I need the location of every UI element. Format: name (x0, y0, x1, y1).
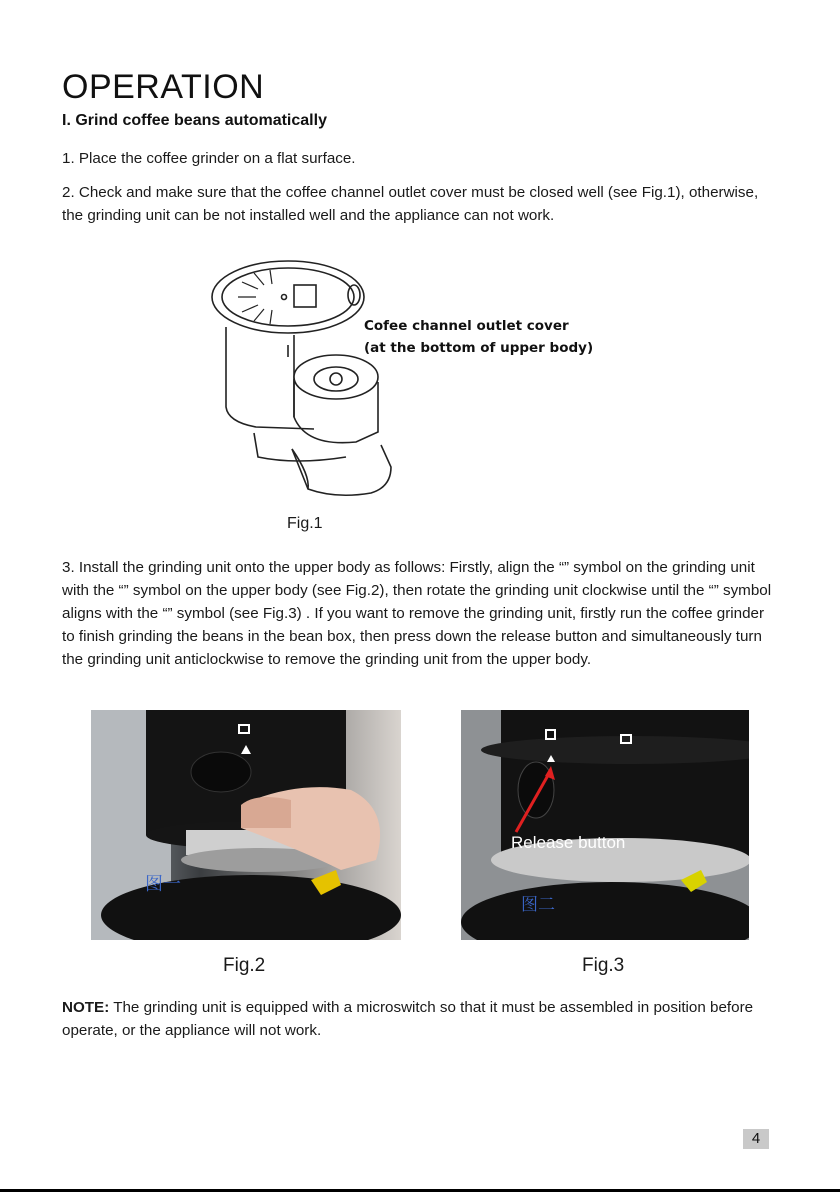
figure-1-drawing (196, 257, 626, 507)
note-text: The grinding unit is equipped with a microswitch so that it must be assembled in position before operate, or the appliance will not work. (62, 999, 754, 1039)
step-1-text: 1. Place the coffee grinder on a flat surface. (62, 150, 356, 167)
figure-1-callout-line1: Cofee channel outlet cover (364, 318, 569, 334)
step-3-text: 3. Install the grinding unit onto the upper body as follows: Firstly, align the “” symbol on the grinding unit with the “” symbol on the upper body (see Fig.2), then rotate the grinding unit clockwise until the “” symbol aligns with the “” symbol (see Fig.3) . If you want to remove the grinding unit, firstly run the coffee grinder to finish grinding the beans in the bean box, then press down the release button and simultaneously turn the grinding unit anticlockwise to remove the grinding unit from the upper body. (62, 559, 772, 668)
figure-3-illustration (461, 710, 749, 940)
figure-3-photo-text: 图二 (521, 895, 555, 915)
figure-3-caption: Fig.3 (582, 955, 625, 976)
note-paragraph (62, 996, 774, 1042)
release-button-label: Release button (511, 833, 626, 852)
step-2-text: 2. Check and make sure that the coffee channel outlet cover must be closed well (see Fig.1), otherwise, the grinding unit can be not installed well and the appliance can not work. (62, 184, 759, 224)
figure-1-callout-line2: (at the bottom of upper body) (364, 340, 594, 356)
page-number: 4 (743, 1129, 769, 1149)
figure-2-photo (91, 710, 401, 940)
figure-2-illustration (91, 710, 401, 940)
figure-3-photo (461, 710, 749, 940)
figure-2-photo-text: 图一 (145, 874, 181, 895)
section-title: I. Grind coffee beans automatically (62, 112, 327, 129)
figure-2-caption: Fig.2 (223, 955, 266, 976)
note-label: NOTE: (62, 999, 110, 1016)
page-title: OPERATION (62, 68, 265, 106)
figure-1-caption: Fig.1 (287, 515, 323, 532)
